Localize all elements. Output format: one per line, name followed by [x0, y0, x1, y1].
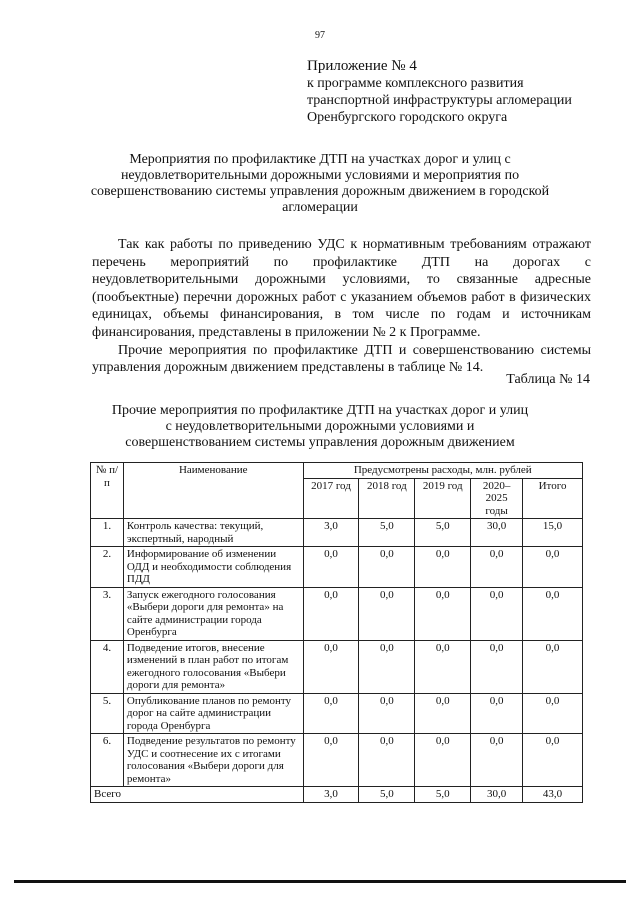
appendix-line: транспортной инфраструктуры агломерации: [307, 93, 572, 108]
row-value: 30,0: [471, 519, 523, 547]
row-value: 0,0: [415, 587, 471, 640]
row-value: 0,0: [303, 640, 359, 693]
table-total-row: [91, 787, 583, 803]
row-value: 0,0: [471, 734, 523, 787]
row-name: Запуск ежегодного голосования «Выбери дороги для ремонта» на сайте администрации города Оренбурга: [123, 587, 303, 640]
appendix-line: Приложение № 4: [307, 58, 417, 74]
row-value: 0,0: [523, 693, 583, 734]
row-value: 5,0: [359, 519, 415, 547]
row-value: 0,0: [471, 587, 523, 640]
bottom-rule: [14, 880, 626, 883]
row-num: 3.: [91, 587, 124, 640]
row-value: 15,0: [523, 519, 583, 547]
row-value: 0,0: [359, 587, 415, 640]
row-value: 0,0: [523, 547, 583, 588]
row-value: 0,0: [523, 587, 583, 640]
table-row: [91, 640, 583, 693]
row-value: 3,0: [303, 519, 359, 547]
paragraph: Так как работы по приведению УДС к нормативным требованиям отражают перечень мероприятий по профилактике ДТП на дорогах с неудовлетворительными дорожными условиями, то связанные адресные (пообъектные) перечни дорожных работ с указанием объемов работ в физических единицах, объемы финансирования, в том числе по годам и источникам финансирования, представлены в приложении № 2 к Программе.: [92, 237, 591, 340]
header-year: 2019 год: [415, 478, 471, 519]
total-label: Всего: [91, 787, 304, 803]
row-value: 0,0: [523, 640, 583, 693]
total-value: 30,0: [471, 787, 523, 803]
header-year: 2017 год: [303, 478, 359, 519]
total-value: 5,0: [415, 787, 471, 803]
row-name: Контроль качества: текущий, экспертный, народный: [123, 519, 303, 547]
total-value: 5,0: [359, 787, 415, 803]
paragraph: Прочие мероприятия по профилактике ДТП и совершенствованию системы управления дорожным движением представлены в таблице № 14.: [92, 342, 591, 376]
row-value: 0,0: [415, 640, 471, 693]
row-value: 0,0: [471, 547, 523, 588]
appendix-line: Оренбургского городского округа: [307, 110, 508, 125]
expenses-table: [90, 462, 583, 803]
row-value: 0,0: [523, 734, 583, 787]
table-caption: Таблица № 14: [506, 372, 590, 387]
table-row: [91, 519, 583, 547]
body-text: [92, 236, 591, 377]
table-row: [91, 734, 583, 787]
appendix-line: к программе комплексного развития: [307, 76, 524, 91]
page-number: 97: [315, 30, 325, 41]
row-value: 0,0: [359, 547, 415, 588]
row-num: 5.: [91, 693, 124, 734]
section-title: Мероприятия по профилактике ДТП на участках дорог и улиц с неудовлетворительными дорожными условиями и мероприятия по совершенствованию системы управления дорожным движением в городской агломерации: [90, 152, 550, 215]
header-num: № п/п: [91, 463, 124, 519]
row-value: 0,0: [471, 640, 523, 693]
header-year: 2020–2025 годы: [471, 478, 523, 519]
row-value: 0,0: [359, 734, 415, 787]
row-value: 0,0: [303, 587, 359, 640]
table-row: [91, 587, 583, 640]
row-name: Подведение результатов по ремонту УДС и соотнесение их с итогами голосования «Выбери дороги для ремонта»: [123, 734, 303, 787]
row-name: Опубликование планов по ремонту дорог на сайте администрации города Оренбурга: [123, 693, 303, 734]
row-value: 0,0: [471, 693, 523, 734]
row-value: 0,0: [303, 734, 359, 787]
table-row: [91, 547, 583, 588]
row-value: 0,0: [415, 547, 471, 588]
total-value: 43,0: [523, 787, 583, 803]
row-value: 0,0: [359, 640, 415, 693]
row-value: 0,0: [415, 693, 471, 734]
table-header-row: [91, 463, 583, 479]
header-total: Итого: [523, 478, 583, 519]
header-expenses: Предусмотрены расходы, млн. рублей: [303, 463, 582, 479]
table-row: [91, 693, 583, 734]
row-num: 2.: [91, 547, 124, 588]
row-value: 5,0: [415, 519, 471, 547]
row-num: 1.: [91, 519, 124, 547]
row-name: Подведение итогов, внесение изменений в план работ по итогам ежегодного голосования «Выбери дороги для ремонта»: [123, 640, 303, 693]
header-name: Наименование: [123, 463, 303, 519]
appendix-block: [307, 58, 572, 126]
total-value: 3,0: [303, 787, 359, 803]
row-num: 4.: [91, 640, 124, 693]
header-year: 2018 год: [359, 478, 415, 519]
table-title: Прочие мероприятия по профилактике ДТП на участках дорог и улиц с неудовлетворительными дорожными условиями и совершенствованием системы управления дорожным движением: [111, 403, 529, 450]
row-value: 0,0: [303, 547, 359, 588]
row-value: 0,0: [415, 734, 471, 787]
row-name: Информирование об изменении ОДД и необходимости соблюдения ПДД: [123, 547, 303, 588]
row-value: 0,0: [359, 693, 415, 734]
row-value: 0,0: [303, 693, 359, 734]
row-num: 6.: [91, 734, 124, 787]
